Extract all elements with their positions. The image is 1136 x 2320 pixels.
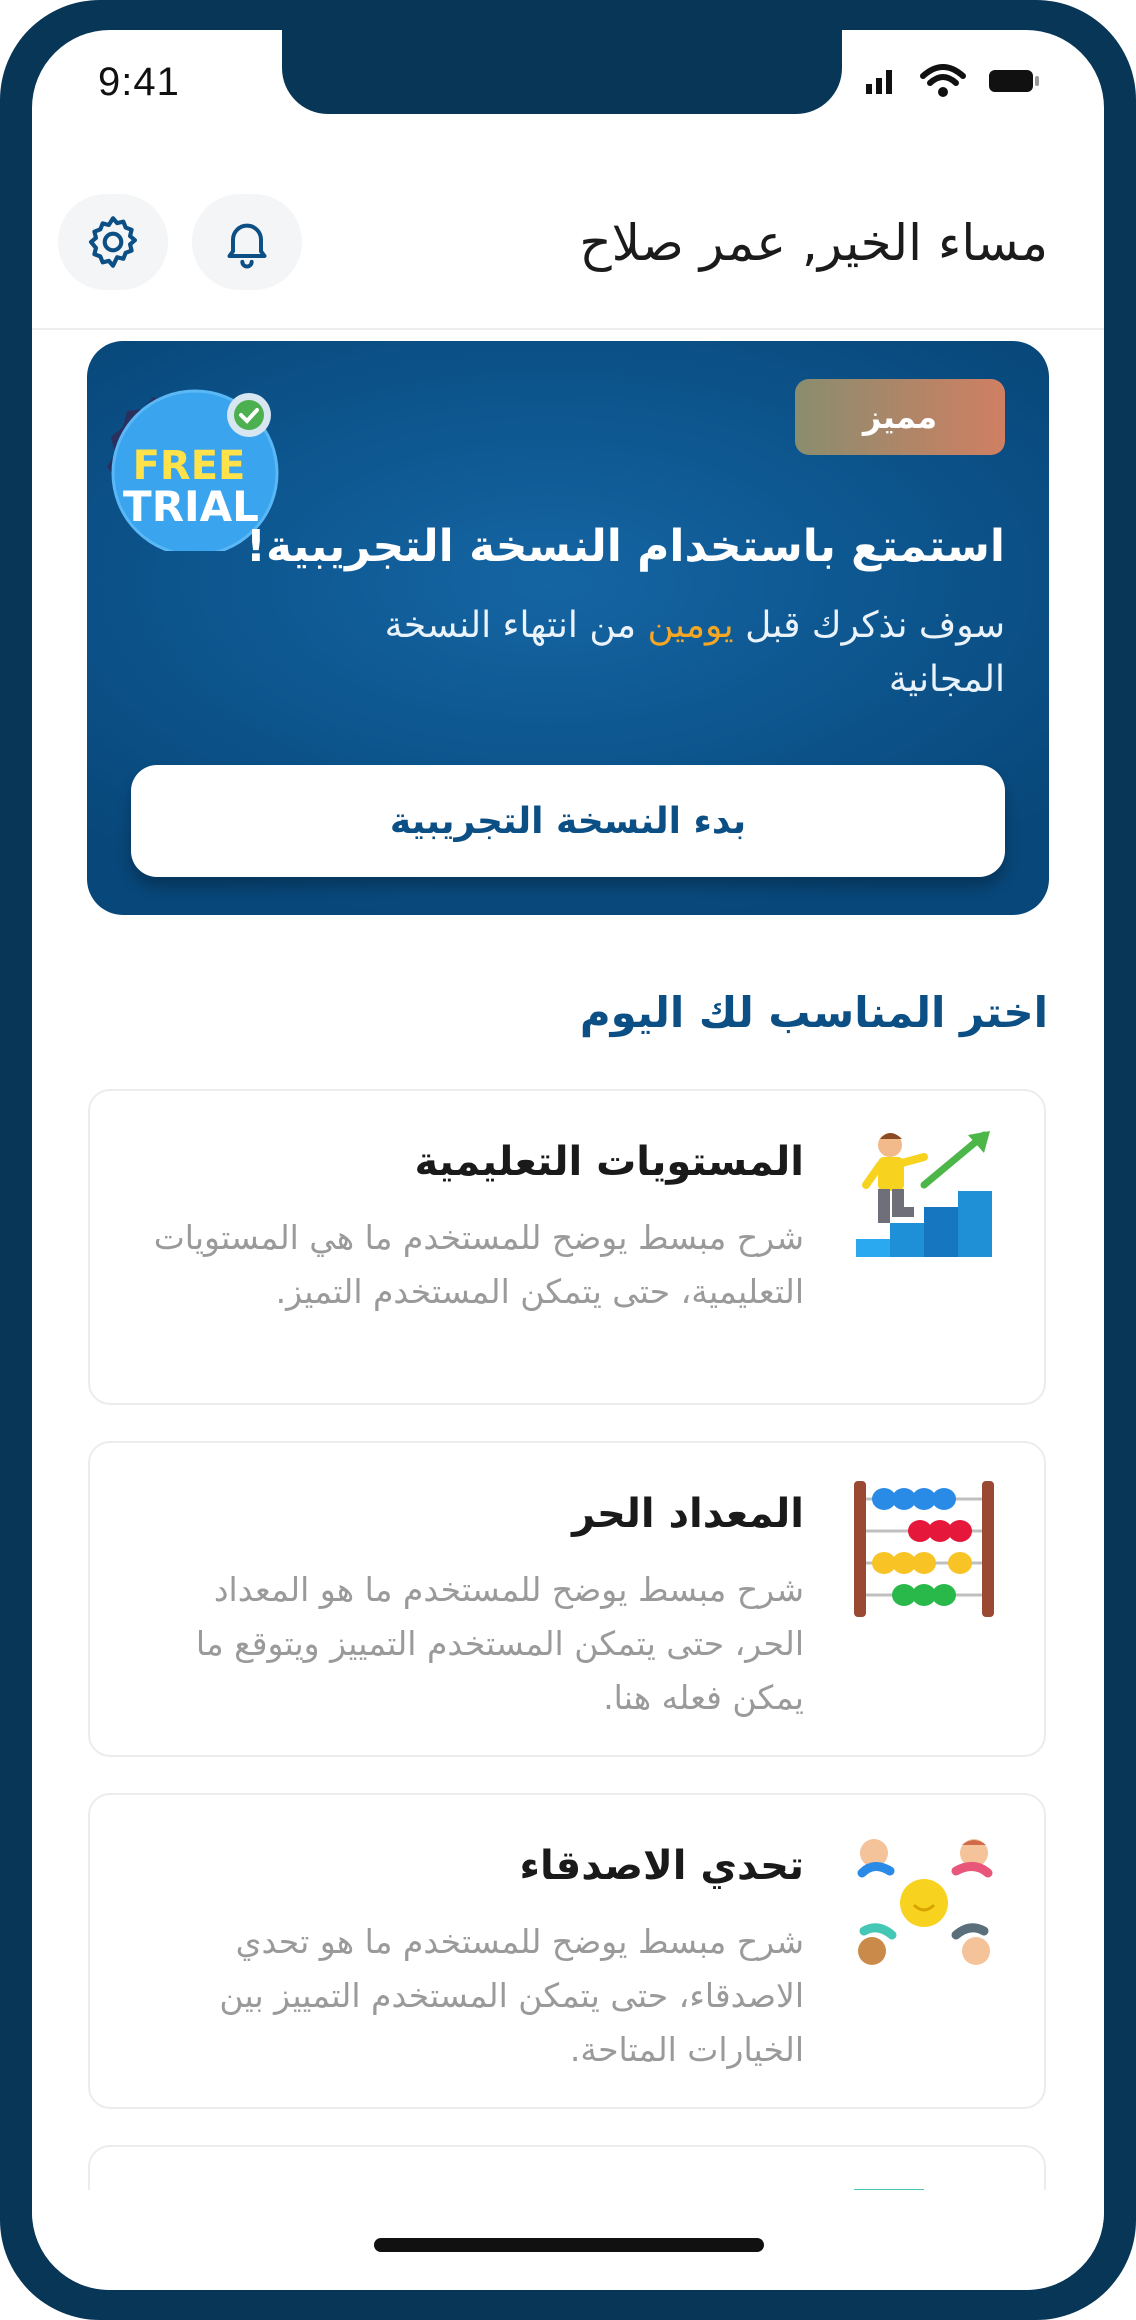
app-screen xyxy=(32,30,1104,2290)
status-time: 9:41 xyxy=(98,60,180,104)
sticker-trial-text: TRIAL xyxy=(123,482,259,531)
section-title: اختر المناسب لك اليوم xyxy=(579,988,1048,1037)
wifi-icon xyxy=(920,64,966,98)
card-educational-levels[interactable] xyxy=(88,1089,1046,1405)
promo-description xyxy=(305,599,1005,707)
start-trial-button[interactable]: بدء النسخة التجريبية xyxy=(131,765,1005,877)
home-indicator[interactable] xyxy=(374,2238,764,2252)
battery-icon xyxy=(988,68,1040,94)
notifications-button[interactable] xyxy=(192,194,302,290)
growth-steps-icon xyxy=(844,1127,1004,1267)
card-title: المعداد الحر xyxy=(572,1491,804,1537)
premium-badge: مميز xyxy=(795,379,1005,455)
gear-icon xyxy=(82,211,144,273)
device-notch xyxy=(282,30,842,114)
signal-icon xyxy=(864,66,898,96)
card-title: تحدي الاصدقاء xyxy=(519,1843,804,1889)
abacus-icon xyxy=(844,1479,1004,1619)
card-description: شرح مبسط يوضح للمستخدم ما هو تحدي الاصدقاء، حتى يتمكن المستخدم التمييز بين الخيارات المتاحة. xyxy=(219,1922,804,2069)
app-header xyxy=(32,138,1104,330)
card-title: المستويات التعليمية xyxy=(414,1139,804,1185)
promo-title: استمتع باستخدام النسخة التجريبية! xyxy=(245,521,1005,572)
friends-challenge-icon xyxy=(844,1831,1004,1971)
settings-button[interactable] xyxy=(58,194,168,290)
card-free-abacus[interactable] xyxy=(88,1441,1046,1757)
bell-icon xyxy=(219,213,275,271)
card-description: شرح مبسط يوضح للمستخدم ما هو المعداد الحر، حتى يتمكن المستخدم التمييز ويتوقع ما يمكن فعله هنا. xyxy=(195,1570,804,1717)
free-trial-banner xyxy=(87,341,1049,915)
card-description: شرح مبسط يوضح للمستخدم ما هي المستويات التعليمية، حتى يتمكن المستخدم التميز. xyxy=(153,1218,804,1311)
sticker-free-text: FREE xyxy=(132,443,246,489)
greeting-text: مساء الخير, عمر صلاح xyxy=(579,214,1048,272)
promo-text-start: سوف نذكرك قبل xyxy=(733,605,1005,646)
promo-text-end: من انتهاء النسخة المجانية xyxy=(384,605,1005,700)
card-friends-challenge[interactable] xyxy=(88,1793,1046,2109)
promo-text-highlight: يومين xyxy=(647,605,734,646)
status-icons xyxy=(864,64,1040,98)
